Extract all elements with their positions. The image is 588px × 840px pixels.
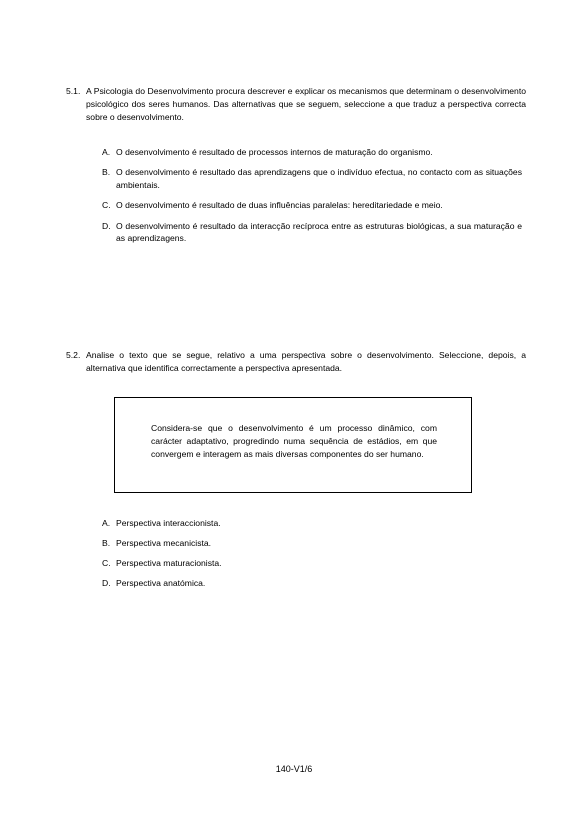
option-letter: B.	[102, 167, 111, 178]
option-letter: D.	[102, 577, 111, 588]
option-letter: A.	[102, 518, 111, 528]
options-5-2	[102, 517, 402, 597]
question-number: 5.1.	[66, 86, 81, 96]
option-text: Perspectiva maturacionista.	[116, 557, 222, 568]
question-text: Analise o texto que se segue, relativo a uma perspectiva sobre o desenvolvimento. Seleccione, depois, a alternativa que identifica correctamente a perspectiva apresentada.	[86, 350, 526, 373]
question-text: A Psicologia do Desenvolvimento procura descrever e explicar os mecanismos que determinam o desenvolvimento psicológico dos seres humanos. Das alternativas que se seguem, seleccione a que traduz a perspectiva correcta sobre o desenvolvimento.	[86, 86, 526, 122]
option-letter: D.	[102, 220, 111, 231]
option-letter: C.	[102, 200, 111, 211]
option-text: Perspectiva mecanicista.	[116, 537, 212, 548]
option-b[interactable]	[102, 166, 522, 192]
option-text: O desenvolvimento é resultado de processos internos de maturação do organismo.	[116, 147, 433, 157]
option-c[interactable]	[102, 199, 522, 212]
option-text: Perspectiva interaccionista.	[116, 518, 221, 528]
option-d[interactable]	[102, 220, 522, 246]
option-d[interactable]	[102, 577, 402, 590]
option-a[interactable]	[102, 146, 522, 159]
quote-box	[114, 397, 472, 493]
option-text: O desenvolvimento é resultado de duas influências paralelas: hereditariedade e meio.	[116, 200, 443, 211]
option-letter: B.	[102, 537, 111, 548]
question-5-2	[66, 349, 526, 375]
page-footer-code: 140-V1/6	[275, 764, 313, 774]
option-c[interactable]	[102, 557, 402, 570]
option-text: Perspectiva anatómica.	[116, 577, 206, 588]
options-5-1	[102, 146, 522, 253]
question-number: 5.2.	[66, 350, 81, 360]
option-letter: A.	[102, 147, 111, 157]
quote-text: Considera-se que o desenvolvimento é um processo dinâmico, com carácter adaptativo, progredindo numa sequência de estádios, em que convergem e interagem as mais diversas componentes do ser humano.	[151, 423, 437, 459]
option-text: O desenvolvimento é resultado da interacção recíproca entre as estruturas biológicas, a sua maturação e as aprendizagens.	[116, 220, 522, 244]
option-b[interactable]	[102, 537, 402, 550]
option-text: O desenvolvimento é resultado das aprendizagens que o indivíduo efectua, no contacto com as situações ambientais.	[116, 167, 522, 191]
option-a[interactable]	[102, 517, 402, 530]
question-5-1	[66, 85, 526, 123]
option-letter: C.	[102, 557, 111, 568]
